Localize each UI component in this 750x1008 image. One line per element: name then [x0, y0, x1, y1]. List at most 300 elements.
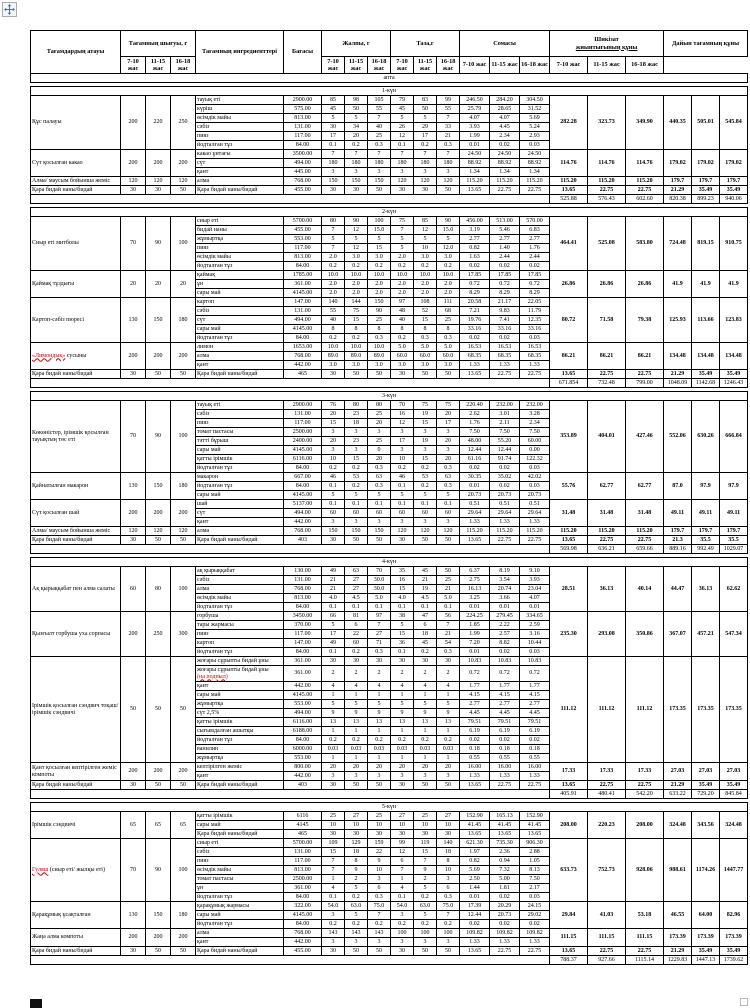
ready-cost-cell: 179.7	[664, 527, 692, 536]
raw-cost-cell: 28.51	[550, 567, 588, 612]
sum-cell: 22.75	[490, 536, 520, 545]
dish-name-cell: Қант қосылған кептірілген жеміс компоты	[31, 763, 121, 781]
sum-cell: 0.82	[460, 244, 490, 253]
resize-handle[interactable]	[740, 998, 748, 1006]
raw-cost-cell: 22.75	[626, 781, 664, 790]
output-cell: 70	[121, 217, 146, 271]
output-cell: 50	[171, 657, 196, 763]
sum-cell: 5.00	[490, 875, 520, 884]
sum-cell: 2.77	[490, 235, 520, 244]
ingredient-cell: күріш	[196, 105, 284, 114]
price-cell: 84.00	[284, 920, 322, 929]
sum-cell: 115.20	[490, 527, 520, 536]
output-cell: 100	[171, 839, 196, 902]
ingredient-cell: қаймақ	[196, 271, 284, 280]
ready-cost-cell: 35.49	[692, 370, 720, 379]
net-cell: 5	[414, 235, 437, 244]
net-cell: 30	[391, 830, 414, 839]
ready-cost-cell: 21.29	[664, 781, 692, 790]
gross-cell: 5	[345, 491, 368, 500]
col-header-output: Тағамның шығуы, г	[121, 31, 196, 57]
sum-cell: 2.57	[490, 630, 520, 639]
net-cell: 30	[391, 657, 414, 666]
gross-cell: 3	[368, 772, 391, 781]
sum-cell: 0.03	[520, 464, 550, 473]
raw-cost-cell: 22.75	[588, 947, 626, 956]
sum-cell: 29.64	[490, 509, 520, 518]
net-cell: 1	[437, 754, 460, 763]
gross-cell: 5	[345, 911, 368, 920]
net-cell: 50	[414, 536, 437, 545]
sum-cell: 20.58	[460, 298, 490, 307]
output-cell: 50	[171, 370, 196, 379]
net-cell: 60	[437, 509, 460, 518]
sum-cell: 152.90	[460, 812, 490, 821]
price-cell: 768.00	[284, 177, 322, 186]
totals-ready-cost: 899.23	[692, 195, 720, 204]
net-cell: 27	[437, 812, 460, 821]
ingredient-cell: жоғары сұрыпты бидай ұны	[196, 657, 284, 666]
ready-cost-cell: 35.49	[692, 186, 720, 195]
net-cell: 4.0	[391, 594, 414, 603]
raw-cost-cell: 86.21	[588, 343, 626, 370]
gross-cell: 90	[345, 217, 368, 226]
ingredient-cell: йодталған тұз	[196, 334, 284, 343]
price-cell: 84.00	[284, 603, 322, 612]
sum-cell: 0.51	[460, 500, 490, 509]
raw-cost-cell: 36.13	[588, 567, 626, 612]
net-cell: 3	[414, 446, 437, 455]
raw-cost-cell: 79.38	[626, 298, 664, 343]
gross-cell: 5	[368, 491, 391, 500]
sum-cell: 13.65	[460, 830, 490, 839]
col-header-dish-name: Тағамдардың атауы	[31, 31, 121, 74]
gross-cell: 10	[368, 866, 391, 875]
sum-cell: 10.44	[520, 639, 550, 648]
ready-cost-cell: 27.03	[692, 763, 720, 781]
ready-cost-cell: 552.06	[664, 401, 692, 473]
menu-table-header	[30, 30, 748, 83]
gross-cell: 2	[368, 666, 391, 682]
output-cell: 65	[171, 812, 196, 839]
net-cell: 5	[391, 491, 414, 500]
ready-cost-cell: 324.48	[720, 812, 748, 839]
sum-cell: 2.75	[460, 576, 490, 585]
gross-cell: 97	[368, 612, 391, 621]
sum-cell: 68.35	[460, 352, 490, 361]
gross-cell: 30	[322, 657, 345, 666]
net-cell: 0.3	[437, 893, 460, 902]
net-cell: 3	[391, 911, 414, 920]
gross-cell: 34	[345, 123, 368, 132]
net-cell: 10.0	[414, 271, 437, 280]
table-move-handle[interactable]	[2, 2, 17, 17]
sum-cell: 35.02	[490, 473, 520, 482]
price-cell: 455.00	[284, 226, 322, 235]
sum-cell: 13.65	[520, 830, 550, 839]
gross-cell: 150	[368, 298, 391, 307]
day-label: 2-күн	[31, 208, 748, 217]
gross-cell: 0	[368, 446, 391, 455]
sum-cell: 55.20	[490, 437, 520, 446]
sum-cell: 17.85	[490, 271, 520, 280]
output-cell: 200	[121, 96, 146, 150]
sum-cell: 1.33	[490, 518, 520, 527]
ready-cost-cell: 49.11	[664, 500, 692, 527]
sum-cell: 0.02	[460, 920, 490, 929]
sum-cell: 735.30	[490, 839, 520, 848]
output-cell: 50	[146, 781, 171, 790]
sum-cell: 0.02	[490, 920, 520, 929]
price-cell: 494.00	[284, 316, 322, 325]
gross-cell: 0.1	[368, 603, 391, 612]
gross-cell: 10.0	[345, 271, 368, 280]
sum-cell: 0.02	[490, 334, 520, 343]
ready-cost-cell: 173.35	[664, 657, 692, 763]
price-cell: 6000.00	[284, 745, 322, 754]
sum-cell: 68.35	[520, 352, 550, 361]
price-cell: 117.00	[284, 857, 322, 866]
gross-cell: 45	[322, 105, 345, 114]
gross-cell: 30	[345, 657, 368, 666]
sum-cell: 2.34	[520, 419, 550, 428]
totals-blank	[31, 956, 550, 965]
ready-cost-cell: 21.29	[664, 186, 692, 195]
net-cell: 140	[437, 839, 460, 848]
raw-cost-cell: 13.65	[550, 947, 588, 956]
sum-cell: 24.50	[490, 150, 520, 159]
price-cell: 494.00	[284, 159, 322, 168]
sum-cell: 1.76	[460, 419, 490, 428]
price-cell: 6116	[284, 812, 322, 821]
sum-cell: 1.40	[490, 244, 520, 253]
sum-cell: 0.02	[490, 893, 520, 902]
sum-cell: 1.77	[520, 682, 550, 691]
price-cell: 813.00	[284, 253, 322, 262]
price-cell: 117.00	[284, 419, 322, 428]
dish-name-cell: Ақ қырыққабат пен алма салаты	[31, 567, 121, 612]
gross-cell: 20	[345, 132, 368, 141]
sum-cell: 0.01	[460, 893, 490, 902]
net-cell: 0.1	[391, 648, 414, 657]
net-cell: 0.2	[414, 920, 437, 929]
ingredient-cell: какао ұнтағы	[196, 150, 284, 159]
price-cell: 4145.00	[284, 911, 322, 920]
net-cell: 60.0	[414, 352, 437, 361]
sum-cell: 22.75	[490, 186, 520, 195]
output-cell: 90	[146, 217, 171, 271]
day-totals-row	[31, 956, 748, 965]
sum-cell: 2.59	[520, 621, 550, 630]
net-cell: 17	[391, 437, 414, 446]
sum-cell: 61.16	[460, 455, 490, 464]
raw-cost-cell: 40.14	[626, 567, 664, 612]
gross-cell: 50	[368, 781, 391, 790]
gross-cell: 25	[322, 812, 345, 821]
ready-cost-cell: 173.35	[720, 657, 748, 763]
gross-cell: 0.3	[368, 334, 391, 343]
sum-cell: 1.99	[460, 132, 490, 141]
sum-cell: 7.20	[460, 639, 490, 648]
gross-cell: 40	[368, 123, 391, 132]
net-cell: 36	[391, 639, 414, 648]
ingredient-cell: пияз	[196, 419, 284, 428]
raw-cost-cell: 29.84	[550, 902, 588, 929]
net-cell: 7	[391, 226, 414, 235]
raw-cost-cell: 282.28	[550, 96, 588, 150]
gross-cell: 54.0	[322, 902, 345, 911]
output-cell: 60	[121, 567, 146, 612]
gross-cell: 0.03	[345, 745, 368, 754]
net-cell: 0.1	[391, 141, 414, 150]
net-cell: 0.03	[414, 745, 437, 754]
ingredient-cell: пияз	[196, 630, 284, 639]
output-cell: 50	[171, 947, 196, 956]
net-cell: 1	[391, 691, 414, 700]
sum-cell: 0.02	[460, 262, 490, 271]
sum-cell: 2.77	[460, 235, 490, 244]
ingredient-cell: йодталған тұз	[196, 262, 284, 271]
sum-cell: 60.00	[520, 437, 550, 446]
net-cell: 1	[391, 754, 414, 763]
totals-ready-cost: 992.49	[692, 545, 720, 554]
totals-raw-cost: 405.91	[550, 790, 588, 799]
ingredient-cell: қатты ірімшік	[196, 812, 284, 821]
raw-cost-cell: 86.21	[626, 343, 664, 370]
sum-cell: 42.02	[520, 473, 550, 482]
output-cell: 50	[146, 536, 171, 545]
net-cell: 20	[414, 763, 437, 772]
price-cell: 4145.00	[284, 325, 322, 334]
gross-cell: 76	[322, 401, 345, 410]
gross-cell: 17	[322, 630, 345, 639]
totals-raw-cost: 576.43	[588, 195, 626, 204]
net-cell: 10	[391, 455, 414, 464]
net-cell: 111	[437, 298, 460, 307]
raw-cost-cell: 13.65	[550, 781, 588, 790]
raw-cost-cell: 111.12	[588, 657, 626, 763]
ready-cost-cell: 324.48	[664, 812, 692, 839]
gross-cell: 46	[322, 473, 345, 482]
sum-cell: 1.33	[490, 361, 520, 370]
gross-cell: 80	[368, 401, 391, 410]
raw-cost-cell: 464.41	[550, 217, 588, 271]
ingredient-cell: пияз	[196, 857, 284, 866]
net-cell: 50	[437, 186, 460, 195]
raw-cost-cell: 31.48	[588, 500, 626, 527]
gross-cell: 2.0	[368, 280, 391, 289]
net-cell: 2.0	[437, 280, 460, 289]
net-cell: 3	[391, 938, 414, 947]
gross-cell: 30	[345, 830, 368, 839]
output-cell: 130	[121, 902, 146, 929]
sum-cell: 25.79	[460, 105, 490, 114]
price-cell: 2500.00	[284, 875, 322, 884]
gross-cell: 0.3	[368, 893, 391, 902]
price-cell: 5700.00	[284, 839, 322, 848]
ingredient-cell: сары май	[196, 691, 284, 700]
raw-cost-cell: 26.86	[626, 271, 664, 298]
ready-cost-cell: 630.26	[692, 401, 720, 473]
raw-cost-cell: 752.73	[588, 839, 626, 902]
price-cell: 6116.00	[284, 718, 322, 727]
net-cell: 29	[414, 123, 437, 132]
raw-cost-cell: 349.90	[626, 96, 664, 150]
gross-cell: 7	[322, 857, 345, 866]
gross-cell: 13	[345, 718, 368, 727]
ingredient-cell: сәбіз	[196, 576, 284, 585]
raw-cost-cell: 208.00	[550, 812, 588, 839]
sum-cell: 17.85	[460, 271, 490, 280]
gross-cell: 0.2	[345, 482, 368, 491]
sum-cell: 0.02	[460, 464, 490, 473]
net-cell: 5	[414, 491, 437, 500]
gross-cell: 4.0	[322, 594, 345, 603]
net-cell: 3.0	[391, 361, 414, 370]
net-cell: 100	[437, 929, 460, 938]
ready-cost-cell: 49.11	[692, 500, 720, 527]
ingredient-cell: йодталған тұз	[196, 141, 284, 150]
gross-cell: 30	[368, 830, 391, 839]
ready-cost-cell: 1174.26	[692, 839, 720, 902]
totals-raw-cost: 799.00	[626, 379, 664, 388]
sum-cell: 22.75	[520, 370, 550, 379]
net-cell: 0.2	[391, 262, 414, 271]
net-cell: 50	[414, 370, 437, 379]
sum-cell: 0.02	[490, 736, 520, 745]
price-cell: 403	[284, 536, 322, 545]
gross-cell: 60	[345, 639, 368, 648]
gross-cell: 10.0	[368, 343, 391, 352]
sum-cell: 16.00	[520, 763, 550, 772]
sum-cell: 2.93	[520, 132, 550, 141]
col-header-age: 16-18 жас	[171, 57, 196, 74]
gross-cell: 20	[368, 763, 391, 772]
gross-cell: 80	[345, 401, 368, 410]
net-cell: 3.0	[437, 253, 460, 262]
net-cell: 13	[437, 718, 460, 727]
ready-cost-cell: 910.75	[720, 217, 748, 271]
gross-cell: 0.2	[368, 920, 391, 929]
sum-cell: 8.29	[520, 289, 550, 298]
sum-cell: 570.00	[520, 217, 550, 226]
raw-cost-cell: 427.46	[626, 401, 664, 473]
ingredient-cell: сүт	[196, 316, 284, 325]
gross-cell: 21	[322, 585, 345, 594]
gross-cell: 30	[322, 123, 345, 132]
sum-cell: 4.07	[490, 114, 520, 123]
totals-raw-cost: 1115.14	[626, 956, 664, 965]
col-header-age: 16-18 жас	[520, 57, 550, 74]
net-cell: 47	[414, 612, 437, 621]
sum-cell: 5.46	[490, 226, 520, 235]
gross-cell: 70	[368, 567, 391, 576]
gross-cell: 1	[368, 691, 391, 700]
ingredient-cell: қант	[196, 361, 284, 370]
dish-name-cell: Қаймақ тұздығы	[31, 271, 121, 298]
ingredient-cell: сары май	[196, 325, 284, 334]
ingredient-cell: сәбіз	[196, 123, 284, 132]
gross-cell: 49	[322, 639, 345, 648]
gross-cell: 18	[345, 848, 368, 857]
sum-cell: 17.39	[460, 902, 490, 911]
ingredient-cell: өсімдік майы	[196, 253, 284, 262]
net-cell: 180	[391, 159, 414, 168]
gross-cell: 2.0	[368, 289, 391, 298]
net-cell: 50	[437, 536, 460, 545]
gross-cell: 9	[368, 857, 391, 866]
sum-cell: 10.83	[520, 657, 550, 666]
sum-cell: 0.02	[460, 736, 490, 745]
net-cell: 50	[437, 370, 460, 379]
output-cell: 200	[146, 343, 171, 370]
net-cell: 5	[391, 244, 414, 253]
sum-cell: 2.44	[490, 253, 520, 262]
sum-cell: 3.28	[520, 410, 550, 419]
net-cell: 5.0	[414, 343, 437, 352]
gross-cell: 75.0	[368, 902, 391, 911]
gross-cell: 10.0	[345, 343, 368, 352]
net-cell: 2.0	[391, 253, 414, 262]
raw-cost-cell: 928.06	[626, 839, 664, 902]
price-cell: 84.00	[284, 648, 322, 657]
net-cell: 97	[391, 298, 414, 307]
ingredient-cell: тәтті бұрыш	[196, 437, 284, 446]
sum-cell: 1.81	[490, 884, 520, 893]
sum-cell: 1.76	[520, 244, 550, 253]
net-cell: 0.03	[437, 745, 460, 754]
net-cell: 120	[391, 527, 414, 536]
output-cell: 150	[146, 298, 171, 343]
ready-cost-cell: 44.47	[664, 567, 692, 612]
net-cell: 0.2	[414, 464, 437, 473]
sum-cell: 456.00	[460, 217, 490, 226]
raw-cost-cell: 31.48	[626, 500, 664, 527]
net-cell: 52	[414, 307, 437, 316]
totals-ready-cost: 940.06	[720, 195, 748, 204]
totals-raw-cost: 569.98	[550, 545, 588, 554]
sum-cell: 115.20	[520, 177, 550, 186]
ingredient-cell: алма	[196, 929, 284, 938]
dish-name-cell: Картоп-сәбіз пюресі	[31, 298, 121, 343]
net-cell: 15	[391, 630, 414, 639]
totals-ready-cost: 633.22	[664, 790, 692, 799]
gross-cell: 2	[345, 666, 368, 682]
gross-cell: 15	[322, 419, 345, 428]
output-cell: 120	[121, 177, 146, 186]
totals-ready-cost: 1447.13	[692, 956, 720, 965]
net-cell: 0.3	[437, 141, 460, 150]
gross-cell: 50	[345, 105, 368, 114]
col-header-price: Бағасы	[284, 31, 322, 74]
net-cell: 2	[391, 666, 414, 682]
gross-cell: 50	[368, 947, 391, 956]
ingredient-cell: пияз	[196, 244, 284, 253]
raw-cost-cell: 62.77	[588, 473, 626, 500]
totals-ready-cost: 1229.83	[664, 956, 692, 965]
sum-cell: 1.34	[460, 168, 490, 177]
gross-cell: 1	[345, 691, 368, 700]
ingredient-cell: қант	[196, 772, 284, 781]
ready-cost-cell: 35.49	[720, 947, 748, 956]
ready-cost-cell: 666.84	[720, 401, 748, 473]
raw-cost-cell: 22.75	[588, 370, 626, 379]
sum-cell: 6.19	[520, 727, 550, 736]
gross-cell: 8	[368, 325, 391, 334]
gross-cell: 150	[345, 177, 368, 186]
price-cell: 130.00	[284, 567, 322, 576]
gross-cell: 71	[368, 639, 391, 648]
